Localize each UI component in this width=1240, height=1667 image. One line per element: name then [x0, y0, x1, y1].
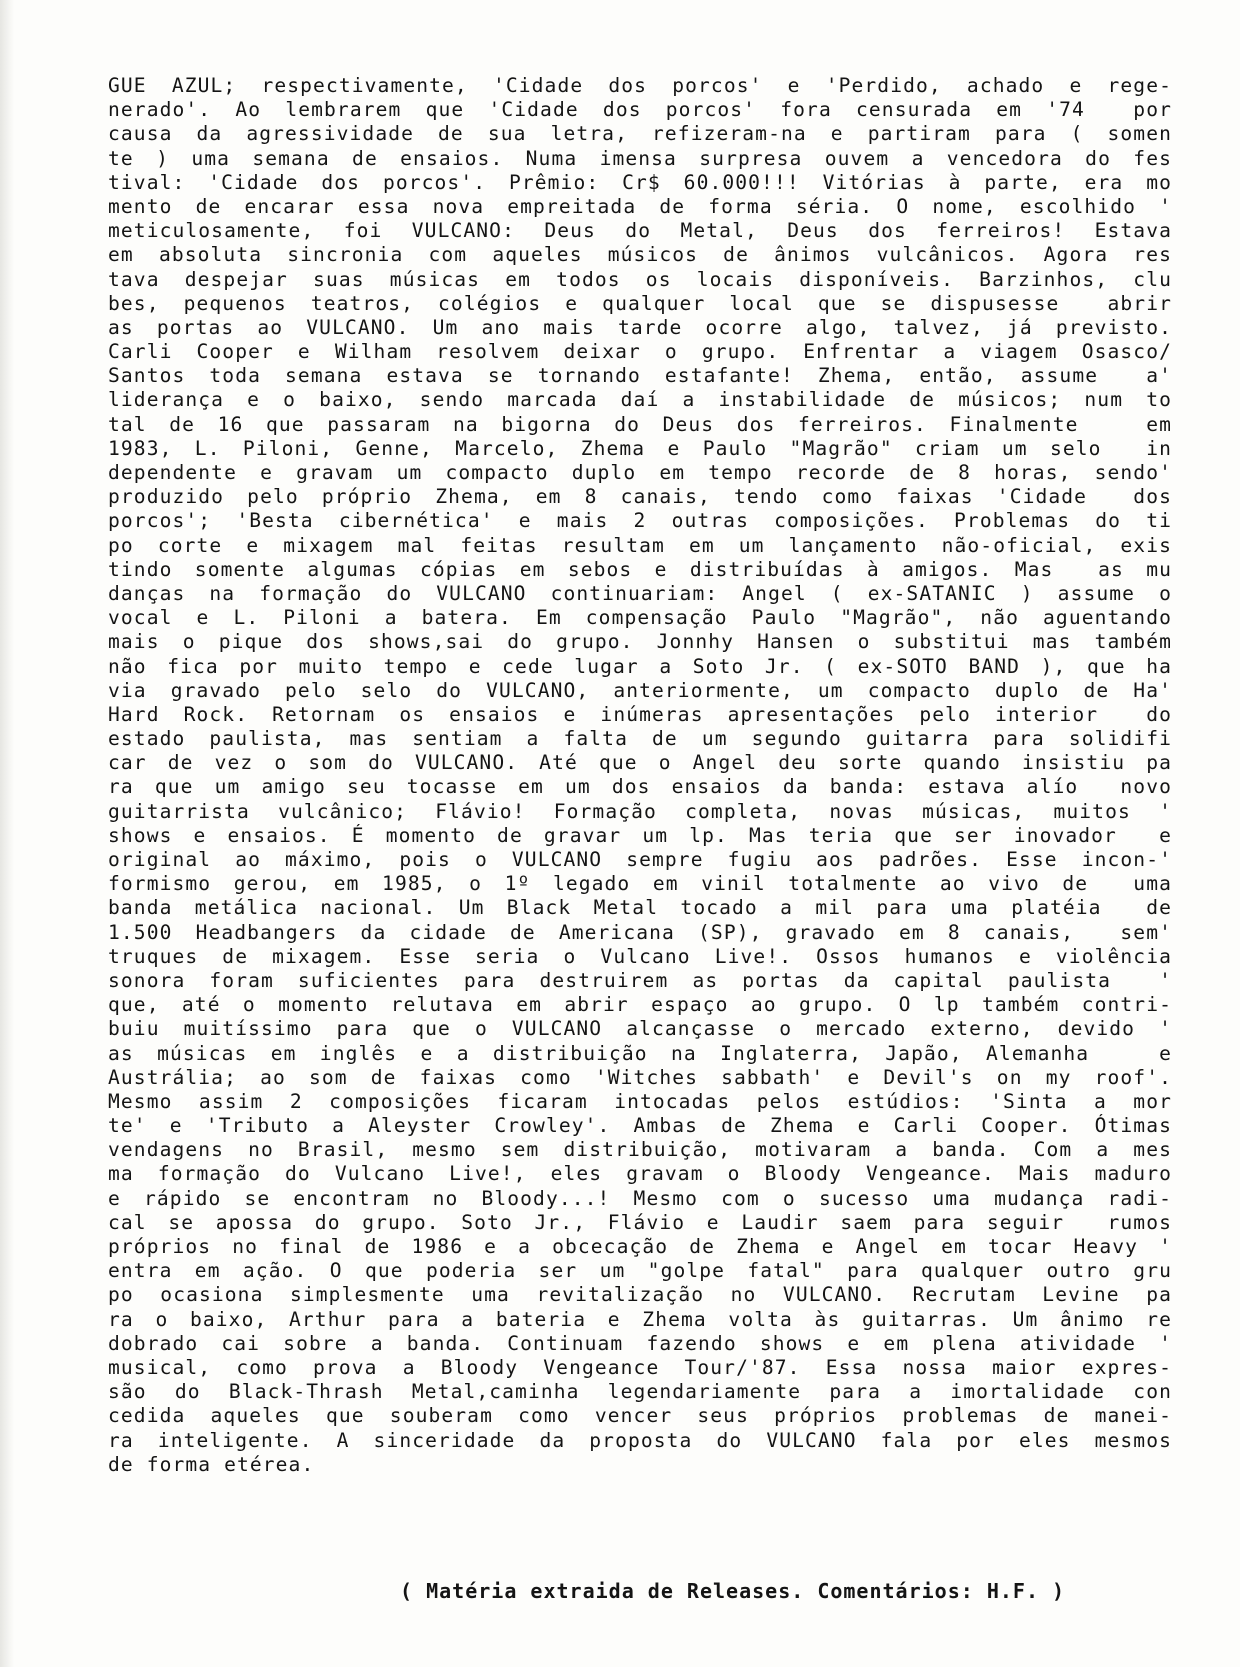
source-credit: ( Matéria extraida de Releases. Comentários: H.F. ) — [400, 1579, 1066, 1603]
article-line: 1.500 Headbangers da cidade de Americana (SP), gravado em 8 canais, sem' — [108, 920, 1172, 944]
article-line: liderança e o baixo, sendo marcada daí a instabilidade de músicos; num to — [108, 388, 1172, 412]
article-line: as portas ao VULCANO. Um ano mais tarde ocorre algo, talvez, já previsto. — [108, 315, 1172, 339]
article-line: próprios no final de 1986 e a obcecação de Zhema e Angel em tocar Heavy ' — [108, 1235, 1172, 1258]
article-line: Mesmo assim 2 composições ficaram intocadas pelos estúdios: 'Sinta a mor — [108, 1089, 1172, 1113]
article-line: cedida aqueles que souberam como vencer seus próprios problemas de manei- — [108, 1404, 1172, 1428]
article-line: formismo gerou, em 1985, o 1º legado em vinil totalmente ao vivo de uma — [108, 872, 1172, 896]
article-line: dobrado cai sobre a banda. Continuam fazendo shows e em plena atividade ' — [108, 1331, 1172, 1355]
article-line: são do Black-Thrash Metal,caminha legendariamente para a imortalidade con — [108, 1380, 1172, 1404]
article-line: vocal e L. Piloni a batera. Em compensação Paulo "Magrão", não aguentando — [108, 606, 1172, 630]
article-line: Santos toda semana estava se tornando estafante! Zhema, então, assume a' — [108, 364, 1172, 388]
article-line: danças na formação do VULCANO continuariam: Angel ( ex-SATANIC ) assume o — [108, 581, 1172, 605]
article-line: dependente e gravam um compacto duplo em tempo recorde de 8 horas, sendo' — [108, 461, 1172, 484]
article-line: meticulosamente, foi VULCANO: Deus do Metal, Deus dos ferreiros! Estava — [108, 219, 1172, 243]
article-line: que, até o momento relutava em abrir espaço ao grupo. O lp também contri- — [108, 993, 1172, 1017]
article-line: ra o baixo, Arthur para a bateria e Zhema volta às guitarras. Um ânimo re — [108, 1307, 1172, 1331]
article-body — [108, 74, 1172, 1477]
article-line: produzido pelo próprio Zhema, em 8 canais, tendo como faixas 'Cidade dos — [108, 485, 1172, 509]
article-line: estado paulista, mas sentiam a falta de um segundo guitarra para solidifi — [108, 727, 1172, 751]
article-line: po corte e mixagem mal feitas resultam em um lançamento não-oficial, exis — [108, 533, 1172, 557]
article-line: shows e ensaios. É momento de gravar um lp. Mas teria que ser inovador e — [108, 823, 1172, 847]
article-line: e rápido se encontram no Bloody...! Mesmo com o sucesso uma mudança radi- — [108, 1186, 1172, 1210]
article-line: mais o pique dos shows,sai do grupo. Jonnhy Hansen o substitui mas também — [108, 630, 1172, 654]
article-line: Austrália; ao som de faixas como 'Witches sabbath' e Devil's on my roof'. — [108, 1065, 1172, 1089]
article-line: sonora foram suficientes para destruirem as portas da capital paulista ' — [108, 968, 1172, 992]
article-line: te ) uma semana de ensaios. Numa imensa surpresa ouvem a vencedora do fes — [108, 146, 1172, 170]
article-line: causa da agressividade de sua letra, refizeram-na e partiram para ( somen — [108, 122, 1172, 146]
article-line: tindo somente algumas cópias em sebos e distribuídas à amigos. Mas as mu — [108, 557, 1172, 581]
article-line: musical, como prova a Bloody Vengeance Tour/'87. Essa nossa maior expres- — [108, 1355, 1172, 1379]
article-line: GUE AZUL; respectivamente, 'Cidade dos porcos' e 'Perdido, achado e rege- — [108, 74, 1172, 97]
article-line: ra inteligente. A sinceridade da proposta do VULCANO fala por eles mesmos — [108, 1428, 1172, 1452]
article-line: banda metálica nacional. Um Black Metal tocado a mil para uma platéia de — [108, 896, 1172, 920]
article-line: não fica por muito tempo e cede lugar a Soto Jr. ( ex-SOTO BAND ), que ha — [108, 654, 1172, 678]
article-line: buiu muitíssimo para que o VULCANO alcançasse o mercado externo, devido ' — [108, 1017, 1172, 1041]
article-line: vendagens no Brasil, mesmo sem distribuição, motivaram a banda. Com a mes — [108, 1138, 1172, 1162]
article-line: te' e 'Tributo a Aleyster Crowley'. Ambas de Zhema e Carli Cooper. Ótimas — [108, 1114, 1172, 1138]
article-line: nerado'. Ao lembrarem que 'Cidade dos porcos' fora censurada em '74 por — [108, 98, 1172, 122]
article-line: ma formação do Vulcano Live!, eles gravam o Bloody Vengeance. Mais maduro — [108, 1162, 1172, 1186]
article-line: as músicas em inglês e a distribuição na Inglaterra, Japão, Alemanha e — [108, 1041, 1172, 1065]
page-edge-shadow — [0, 0, 14, 1667]
article-line: 1983, L. Piloni, Genne, Marcelo, Zhema e Paulo "Magrão" criam um selo in — [108, 436, 1172, 460]
article-line: po ocasiona simplesmente uma revitalização no VULCANO. Recrutam Levine pa — [108, 1283, 1172, 1307]
article-line: Carli Cooper e Wilham resolvem deixar o grupo. Enfrentar a viagem Osasco/ — [108, 340, 1172, 364]
article-line: tival: 'Cidade dos porcos'. Prêmio: Cr$ 60.000!!! Vitórias à parte, era mo — [108, 170, 1172, 194]
article-line: via gravado pelo selo do VULCANO, anteriormente, um compacto duplo de Ha' — [108, 678, 1172, 702]
article-line: guitarrista vulcânico; Flávio! Formação completa, novas músicas, muitos ' — [108, 799, 1172, 823]
article-line: tal de 16 que passaram na bigorna do Deus dos ferreiros. Finalmente em — [108, 412, 1172, 436]
article-line: bes, pequenos teatros, colégios e qualquer local que se dispusesse abrir — [108, 291, 1172, 315]
article-line: mento de encarar essa nova empreitada de forma séria. O nome, escolhido ' — [108, 194, 1172, 218]
article-line: tava despejar suas músicas em todos os locais disponíveis. Barzinhos, clu — [108, 267, 1172, 291]
article-line: Hard Rock. Retornam os ensaios e inúmeras apresentações pelo interior do — [108, 702, 1172, 726]
article-line: em absoluta sincronia com aqueles músicos de ânimos vulcânicos. Agora res — [108, 243, 1172, 267]
article-line: original ao máximo, pois o VULCANO sempre fugiu aos padrões. Esse incon-' — [108, 848, 1172, 871]
article-line: truques de mixagem. Esse seria o Vulcano Live!. Ossos humanos e violência — [108, 944, 1172, 968]
article-line: cal se apossa do grupo. Soto Jr., Flávio e Laudir saem para seguir rumos — [108, 1210, 1172, 1234]
article-line: entra em ação. O que poderia ser um "golpe fatal" para qualquer outro gru — [108, 1259, 1172, 1283]
article-line: ra que um amigo seu tocasse em um dos ensaios da banda: estava alío novo — [108, 775, 1172, 799]
article-line: de forma etérea. — [108, 1452, 315, 1476]
article-line: porcos'; 'Besta cibernética' e mais 2 outras composições. Problemas do ti — [108, 509, 1172, 533]
article-line: car de vez o som do VULCANO. Até que o Angel deu sorte quando insistiu pa — [108, 751, 1172, 775]
